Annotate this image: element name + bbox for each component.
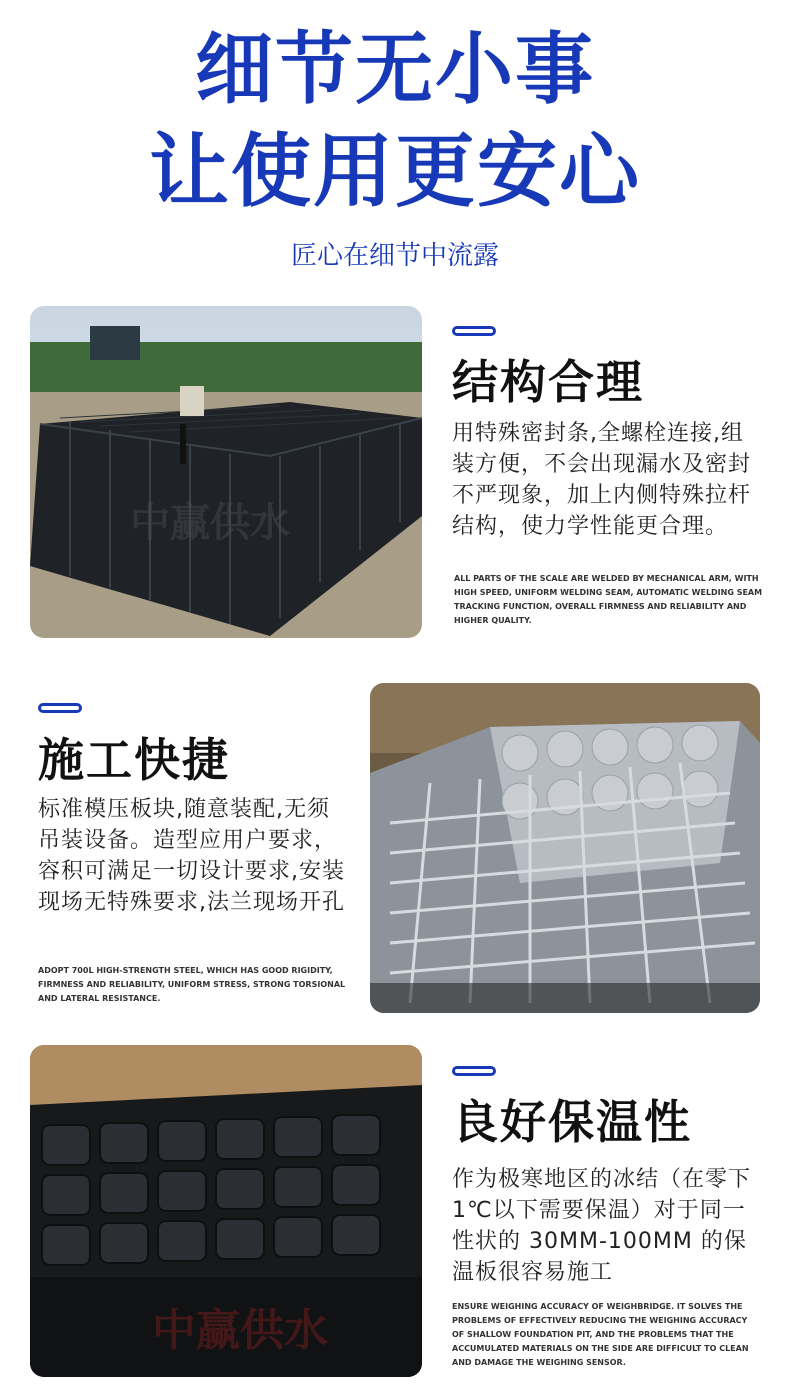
main-title-line2: 让使用更安心: [149, 125, 641, 218]
subtitle: 匠心在细节中流露: [290, 241, 499, 271]
section-body-structure: 用特殊密封条,全螺栓连接,组装方便，不会出现漏水及密封不严现象，加上内侧特殊拉杆结构，使力学性能更合理。: [452, 421, 752, 539]
section-body-construction: 标准模压板块,随意装配,无须吊装设备。造型应用户要求，容积可满足一切设计要求,安装现场无特殊要求,法兰现场开孔: [38, 797, 345, 915]
main-title-line1: 细节无小事: [194, 25, 595, 115]
decor-pill-1: [452, 326, 496, 336]
decor-pill-2: [38, 703, 82, 713]
section-heading-construction: 施工快捷: [38, 733, 230, 787]
section-english-structure: ALL PARTS OF THE SCALE ARE WELDED BY MECHANICAL ARM, WITH HIGH SPEED, UNIFORM WELDING SEAM, AUTOMATIC WELDING SEAM TRACKING FUNCTION, OVERALL FIRMNESS AND RELIABILITY AND HIGHER QUALITY.: [454, 574, 763, 625]
photo-watermark: 中赢供水: [130, 500, 290, 546]
section-heading-insulation: 良好保温性: [452, 1095, 692, 1149]
tank-photo-insulation: [30, 1045, 422, 1377]
tank-photo-structure: [30, 306, 422, 638]
section-english-insulation: ENSURE WEIGHING ACCURACY OF WEIGHBRIDGE. IT SOLVES THE PROBLEMS OF EFFECTIVELY REDUCING THE WEIGHING ACCURACY OF SHALLOW FOUNDATION PIT, AND THE PROBLEMS THAT THE ACCUMULATED MATERIALS ON THE SIDE ARE DIFFICULT TO CLEAN AND DAMAGE THE WEIGHING SENSOR.: [452, 1302, 749, 1367]
section-body-insulation: 作为极寒地区的冰结（在零下 1℃以下需要保温）对于同一性状的 30MM-100MM 的保温板很容易施工: [452, 1167, 752, 1285]
section-english-construction: ADOPT 700L HIGH-STRENGTH STEEL, WHICH HAS GOOD RIGIDITY, FIRMNESS AND RELIABILITY, UNIFORM STRESS, STRONG TORSIONAL AND LATERAL RESISTANCE.: [38, 966, 346, 1003]
section-heading-structure: 结构合理: [452, 355, 644, 409]
decor-pill-3: [452, 1066, 496, 1076]
photo-watermark: 中赢供水: [152, 1305, 328, 1356]
tank-photo-construction: [370, 683, 760, 1013]
